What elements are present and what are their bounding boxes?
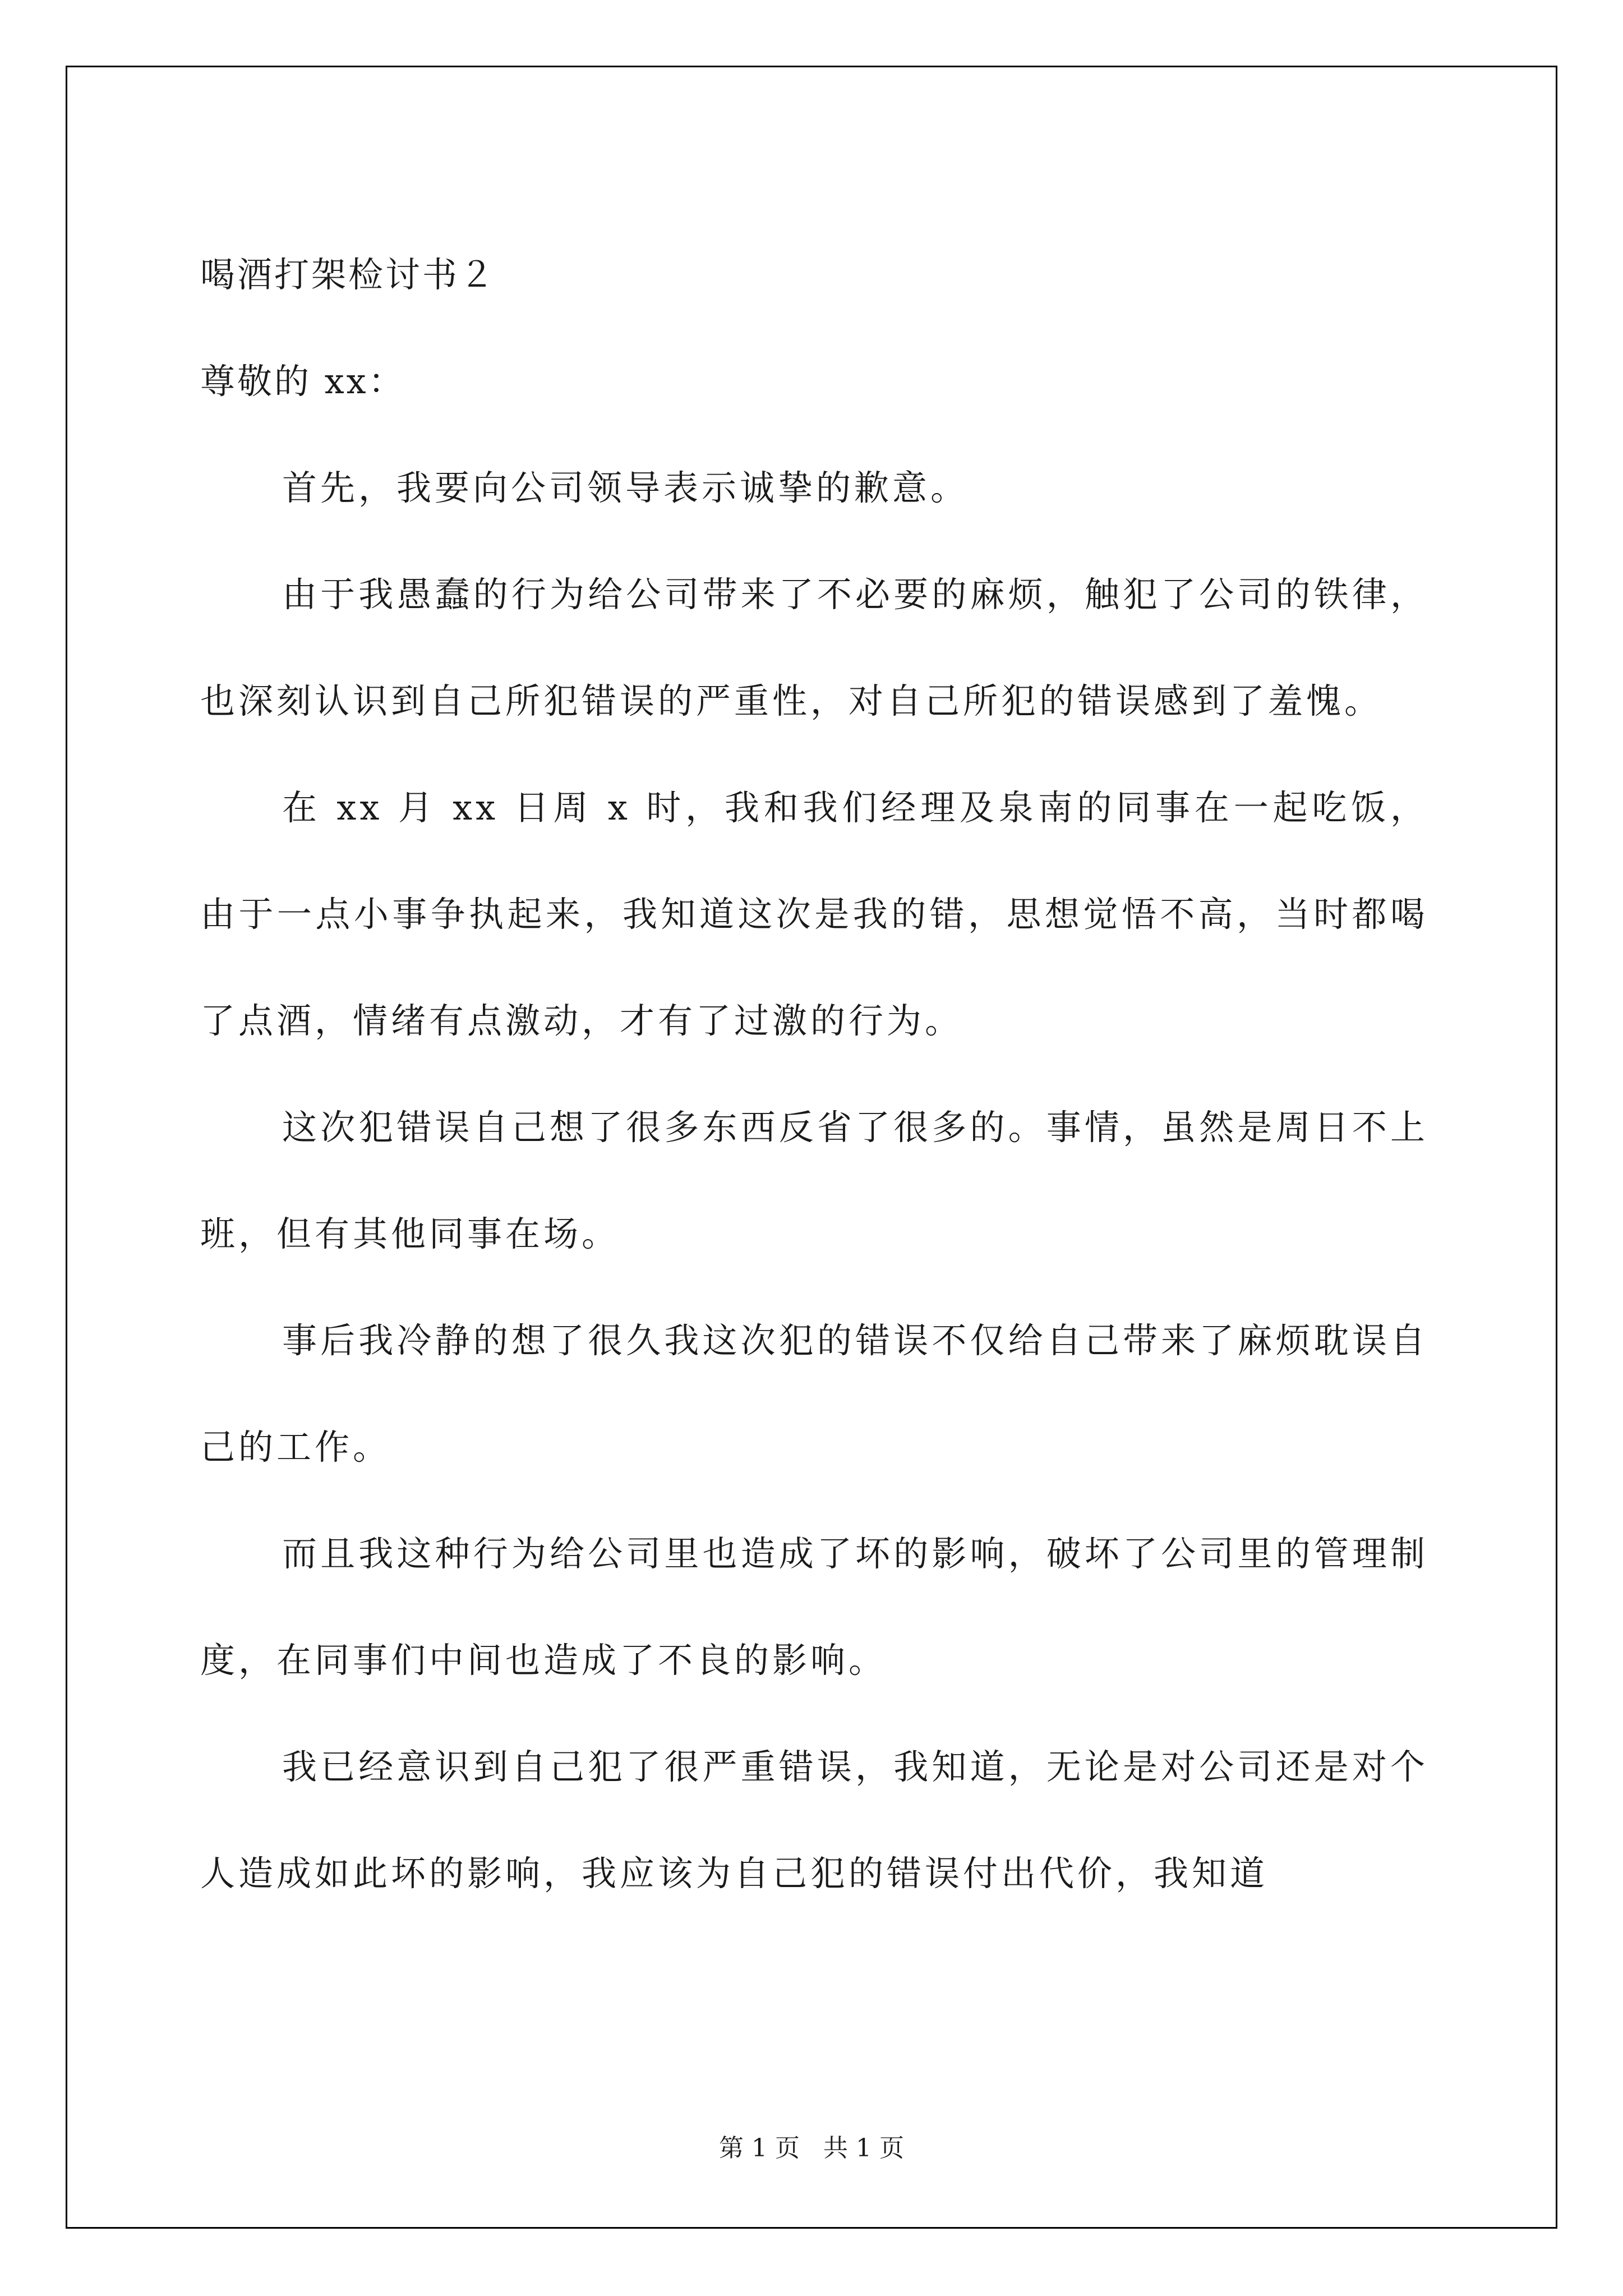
paragraph: 由于我愚蠢的行为给公司带来了不必要的麻烦，触犯了公司的铁律，也深刻认识到自己所犯错误的严重性，对自己所犯的错误感到了羞愧。 (200, 574, 1428, 721)
salutation: 尊敬的 xx： (200, 361, 405, 402)
paragraph: 首先，我要向公司领导表示诚挚的歉意。 (282, 467, 969, 508)
paragraph: 这次犯错误自己想了很多东西反省了很多的。事情，虽然是周日不上班，但有其他同事在场。 (200, 1107, 1428, 1254)
paragraph: 而且我这种行为给公司里也造成了坏的影响，破坏了公司里的管理制度，在同事们中间也造成了不良的影响。 (200, 1533, 1428, 1681)
paragraph: 在 xx 月 xx 日周 x 时，我和我们经理及泉南的同事在一起吃饭，由于一点小事争执起来，我知道这次是我的错，思想觉悟不高，当时都喝了点酒，情绪有点激动，才有了过激的行为。 (200, 787, 1428, 1041)
paragraph: 我已经意识到自己犯了很严重错误，我知道，无论是对公司还是对个人造成如此坏的影响，我应该为自己犯的错误付出代价，我知道 (200, 1746, 1428, 1894)
document-title: 喝酒打架检讨书２ (200, 254, 497, 295)
page-footer: 第 1 页 共 1 页 (719, 2134, 904, 2162)
document-body (200, 222, 1428, 1927)
paragraph: 事后我冷静的想了很久我这次犯的错误不仅给自己带来了麻烦耽误自己的工作。 (200, 1320, 1428, 1467)
